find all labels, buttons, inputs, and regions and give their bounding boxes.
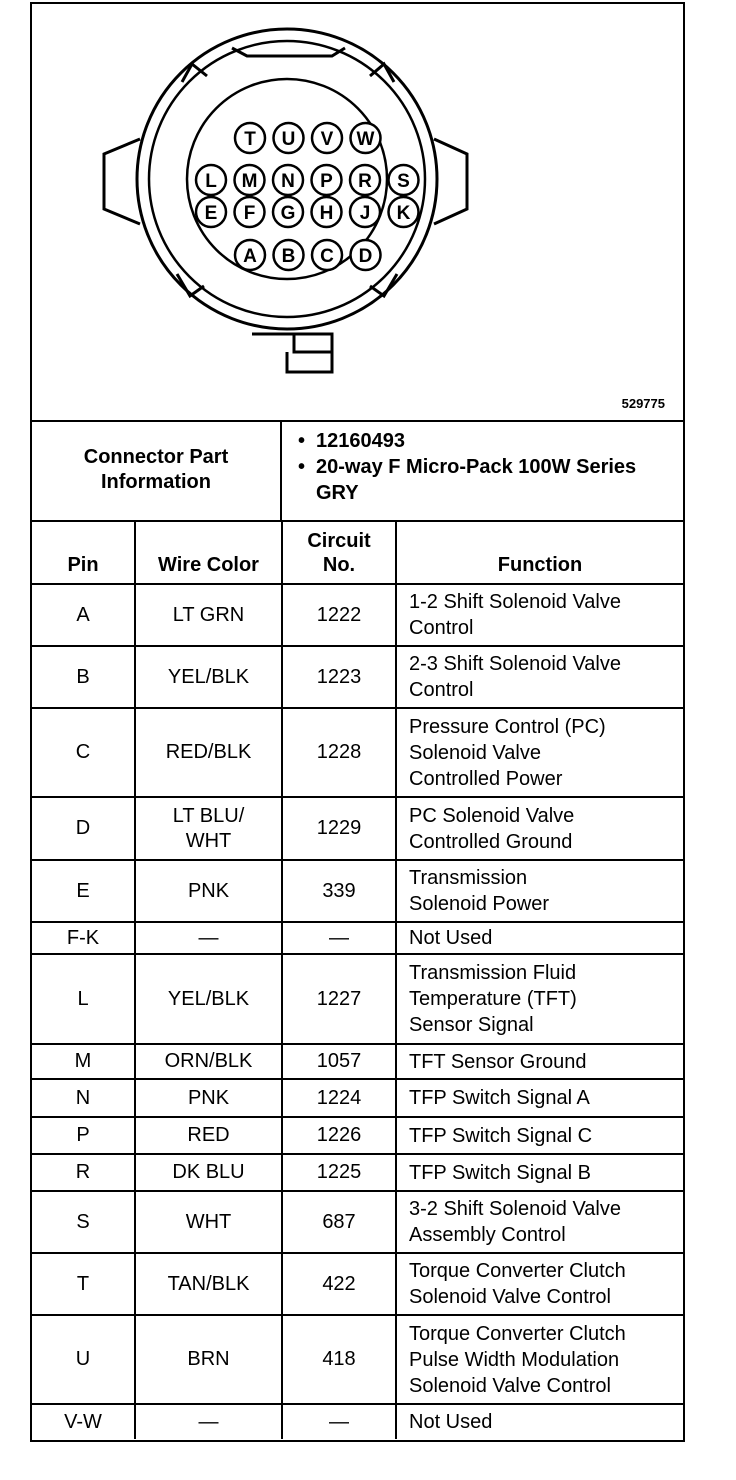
pin-label-f: F: [243, 203, 256, 224]
pin-label-r: R: [358, 171, 372, 192]
function-cell: Transmission Fluid Temperature (TFT) Sensor Signal: [396, 954, 683, 1044]
function-cell: 3-2 Shift Solenoid Valve Assembly Control: [396, 1191, 683, 1253]
circuit-cell: 1223: [282, 646, 396, 708]
wire-color-cell: RED: [135, 1117, 282, 1154]
circuit-cell: 1226: [282, 1117, 396, 1154]
pin-label-n: N: [281, 171, 295, 192]
table-row: [32, 1253, 683, 1315]
pin-cell: L: [32, 954, 135, 1044]
function-cell: Torque Converter Clutch Solenoid Valve Control: [396, 1253, 683, 1315]
function-cell: TFP Switch Signal C: [396, 1117, 683, 1154]
top-rib: [232, 48, 345, 56]
bottom-lock-tab: [294, 334, 332, 352]
table-row: [32, 860, 683, 922]
function-cell: Torque Converter Clutch Pulse Width Modulation Solenoid Valve Control: [396, 1315, 683, 1404]
pin-label-a: A: [243, 246, 257, 267]
pin-label-s: S: [397, 171, 410, 192]
circuit-cell: 339: [282, 860, 396, 922]
function-cell: 1-2 Shift Solenoid Valve Control: [396, 584, 683, 646]
wire-color-cell: RED/BLK: [135, 708, 282, 797]
pin-label-v: V: [320, 129, 334, 150]
pin-label-w: W: [356, 129, 375, 150]
wire-color-cell: —: [135, 922, 282, 954]
connector-description: • 20-way F Micro-Pack 100W Series GRY: [294, 454, 683, 506]
pin-label-g: G: [280, 203, 296, 224]
wire-color-cell: ORN/BLK: [135, 1044, 282, 1079]
connector-drawing: [32, 4, 683, 420]
pin-label-j: J: [359, 203, 371, 224]
pin-cell: B: [32, 646, 135, 708]
table-row: [32, 954, 683, 1044]
pin-cell: V-W: [32, 1404, 135, 1439]
pin-cell: U: [32, 1315, 135, 1404]
connector-part-number: • 12160493: [294, 428, 683, 454]
bottom-lock-base: [287, 352, 332, 372]
table-row: [32, 584, 683, 646]
table-row: [32, 922, 683, 954]
wire-color-cell: DK BLU: [135, 1154, 282, 1191]
wire-color-cell: LT BLU/ WHT: [135, 797, 282, 860]
table-row: [32, 1117, 683, 1154]
circuit-cell: 1225: [282, 1154, 396, 1191]
left-latch: [104, 139, 140, 224]
pin-cell: C: [32, 708, 135, 797]
table-row: [32, 797, 683, 860]
pin-cell: E: [32, 860, 135, 922]
pin-cell: T: [32, 1253, 135, 1315]
diagram-part-number: 529775: [621, 396, 665, 411]
pin-label-p: P: [320, 171, 333, 192]
function-cell: Not Used: [396, 1404, 683, 1439]
pin-cell: M: [32, 1044, 135, 1079]
header-wire-color: Wire Color: [135, 521, 282, 584]
right-latch: [434, 139, 467, 224]
wire-color-cell: —: [135, 1404, 282, 1439]
circuit-cell: 687: [282, 1191, 396, 1253]
circuit-cell: 1227: [282, 954, 396, 1044]
pin-label-m: M: [241, 171, 258, 192]
wire-color-cell: YEL/BLK: [135, 954, 282, 1044]
pin-cell: F-K: [32, 922, 135, 954]
table-row: [32, 646, 683, 708]
pin-cell: N: [32, 1079, 135, 1117]
function-cell: Not Used: [396, 922, 683, 954]
pin-cell: A: [32, 584, 135, 646]
header-function: Function: [396, 521, 683, 584]
connector-info-label: Connector Part Information: [32, 420, 282, 520]
table-row: [32, 708, 683, 797]
pin-cell: P: [32, 1117, 135, 1154]
function-cell: PC Solenoid Valve Controlled Ground: [396, 797, 683, 860]
wire-color-cell: WHT: [135, 1191, 282, 1253]
connector-part-information: [32, 420, 683, 522]
connector-sheet: [30, 2, 685, 1442]
connector-face-diagram: [32, 4, 683, 422]
pin-label-b: B: [281, 246, 296, 267]
function-cell: 2-3 Shift Solenoid Valve Control: [396, 646, 683, 708]
wire-color-cell: LT GRN: [135, 584, 282, 646]
pinout-table: [32, 520, 683, 1439]
pin-label-t: T: [244, 129, 256, 150]
wire-color-cell: TAN/BLK: [135, 1253, 282, 1315]
circuit-cell: 1057: [282, 1044, 396, 1079]
table-row: [32, 1154, 683, 1191]
wire-color-cell: PNK: [135, 1079, 282, 1117]
pin-label-c: C: [320, 246, 334, 267]
wire-color-cell: YEL/BLK: [135, 646, 282, 708]
function-cell: TFP Switch Signal A: [396, 1079, 683, 1117]
wire-color-cell: PNK: [135, 860, 282, 922]
pin-label-u: U: [281, 129, 296, 150]
circuit-cell: 422: [282, 1253, 396, 1315]
pin-cell: R: [32, 1154, 135, 1191]
circuit-cell: —: [282, 1404, 396, 1439]
circuit-cell: 418: [282, 1315, 396, 1404]
header-circuit-no: Circuit No.: [282, 521, 396, 584]
function-cell: Pressure Control (PC) Solenoid Valve Controlled Power: [396, 708, 683, 797]
function-cell: TFT Sensor Ground: [396, 1044, 683, 1079]
table-row: [32, 1315, 683, 1404]
pin-label-e: E: [204, 203, 218, 224]
wire-color-cell: BRN: [135, 1315, 282, 1404]
table-row: [32, 1079, 683, 1117]
pin-label-d: D: [358, 246, 373, 267]
table-row: [32, 1044, 683, 1079]
function-cell: Transmission Solenoid Power: [396, 860, 683, 922]
pin-label-l: L: [205, 171, 217, 192]
circuit-cell: 1228: [282, 708, 396, 797]
function-cell: TFP Switch Signal B: [396, 1154, 683, 1191]
table-header-row: [32, 521, 683, 584]
table-row: [32, 1191, 683, 1253]
pin-label-h: H: [319, 203, 334, 224]
circuit-cell: 1224: [282, 1079, 396, 1117]
pin-cell: D: [32, 797, 135, 860]
circuit-cell: 1222: [282, 584, 396, 646]
header-pin: Pin: [32, 521, 135, 584]
circuit-cell: 1229: [282, 797, 396, 860]
circuit-cell: —: [282, 922, 396, 954]
pin-label-k: K: [396, 203, 411, 224]
connector-info-list: [294, 428, 683, 506]
table-row: [32, 1404, 683, 1439]
pin-cell: S: [32, 1191, 135, 1253]
